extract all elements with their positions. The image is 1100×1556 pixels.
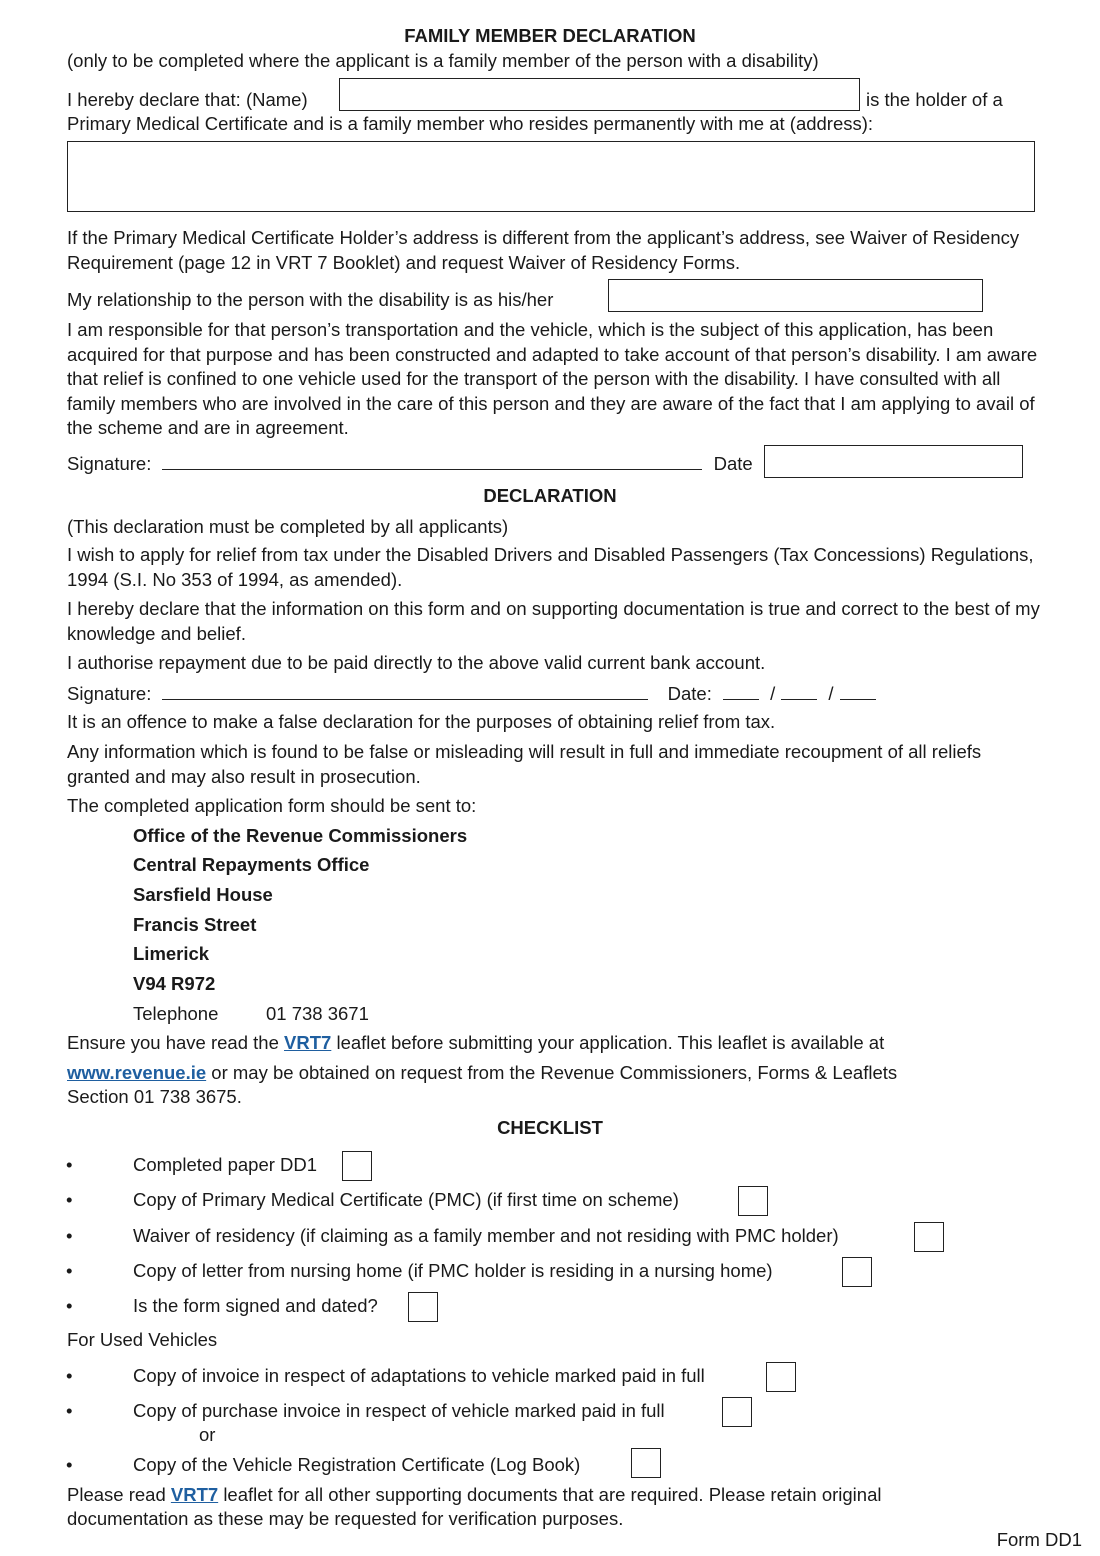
- ensure-line-3: Section 01 738 3675.: [67, 1086, 242, 1107]
- checklist-item: Copy of letter from nursing home (if PMC holder is residing in a nursing home): [133, 1260, 773, 1281]
- ensure-line-1: [67, 1032, 884, 1054]
- relationship-label: My relationship to the person with the disability is as his/her: [67, 289, 554, 310]
- date-day-field[interactable]: [723, 682, 759, 700]
- checklist-item: Waiver of residency (if claiming as a family member and not residing with PMC holder): [133, 1225, 839, 1246]
- used-vehicles-label: For Used Vehicles: [67, 1329, 218, 1350]
- bullet: •: [66, 1365, 73, 1386]
- declare-name-label: I hereby declare that: (Name): [67, 89, 308, 110]
- or-text: or: [199, 1424, 216, 1445]
- address-line: Sarsfield House: [133, 884, 273, 905]
- address-field[interactable]: [67, 141, 1035, 212]
- ensure-line-2: [67, 1062, 897, 1084]
- family-declaration-subtitle: (only to be completed where the applicant is a family member of the person with a disability): [67, 50, 819, 71]
- ensure-text: Ensure you have read the: [67, 1032, 279, 1053]
- family-member-name-field[interactable]: [339, 78, 860, 111]
- checklist-item: Copy of Primary Medical Certificate (PMC) (if first time on scheme): [133, 1189, 679, 1210]
- checklist-item: Is the form signed and dated?: [133, 1295, 378, 1316]
- holder-text: is the holder of a: [866, 89, 1003, 110]
- address-line: V94 R972: [133, 973, 216, 994]
- checklist-title: CHECKLIST: [497, 1117, 603, 1138]
- offence-text: It is an offence to make a false declaration for the purposes of obtaining relief from tax.: [67, 711, 776, 732]
- checklist-item: Completed paper DD1: [133, 1154, 318, 1175]
- declaration-apply-text: I wish to apply for relief from tax under the Disabled Drivers and Disabled Passengers (Tax Concessions) Regulations, 1994 (S.I. No 353 of 1994, as amended).: [67, 544, 1034, 590]
- used-checklist-checkbox[interactable]: [631, 1448, 661, 1478]
- declaration-date-label: Date:: [667, 683, 712, 704]
- bullet: •: [66, 1295, 73, 1316]
- used-checklist-item: Copy of purchase invoice in respect of vehicle marked paid in full: [133, 1400, 665, 1421]
- bullet: •: [66, 1154, 73, 1175]
- declaration-authorise: I authorise repayment due to be paid directly to the above valid current bank account.: [67, 652, 766, 673]
- used-checklist-item: Copy of the Vehicle Registration Certificate (Log Book): [133, 1454, 581, 1475]
- vrt7-link[interactable]: VRT7: [284, 1032, 332, 1053]
- checklist-checkbox[interactable]: [408, 1292, 438, 1322]
- ensure-text: leaflet before submitting your application. This leaflet is available at: [336, 1032, 885, 1053]
- family-signature-row: [67, 452, 753, 475]
- declaration-signature-row: [67, 682, 876, 705]
- false-info-text: Any information which is found to be false or misleading will result in full and immediate recoupment of all reliefs granted and may also result in prosecution.: [67, 741, 982, 787]
- used-checklist-checkbox[interactable]: [766, 1362, 796, 1392]
- declaration-signature-line[interactable]: [162, 682, 648, 700]
- bullet: •: [66, 1260, 73, 1281]
- date-month-field[interactable]: [781, 682, 817, 700]
- family-date-field[interactable]: [764, 445, 1023, 478]
- bullet: •: [66, 1400, 73, 1421]
- checklist-checkbox[interactable]: [842, 1257, 872, 1287]
- telephone-label: Telephone: [133, 1003, 219, 1024]
- bullet: •: [66, 1225, 73, 1246]
- address-line: Office of the Revenue Commissioners: [133, 825, 468, 846]
- address-note: If the Primary Medical Certificate Holder’s address is different from the applicant’s address, see Waiver of Residency Requirement (page 12 in VRT 7 Booklet) and request Waiver of Residency Forms.: [67, 227, 1020, 273]
- responsibility-text: I am responsible for that person’s transportation and the vehicle, which is the subject of this application, has been acquired for that purpose and has been constructed and adapted to take account of that person’s disability. I am aware that relief is confined to one vehicle used for the transport of the person with the disability. I have consulted with all family members who are involved in the care of this person and they are aware of the fact that I am applying to avail of the scheme and are in agreement.: [67, 319, 1038, 438]
- relationship-field[interactable]: [608, 279, 983, 312]
- footer-line-1: [67, 1484, 881, 1506]
- used-checklist-checkbox[interactable]: [722, 1397, 752, 1427]
- vrt7-link[interactable]: VRT7: [170, 1484, 219, 1505]
- ensure-text: or may be obtained on request from the Revenue Commissioners, Forms & Leaflets: [211, 1062, 898, 1083]
- used-checklist-item: Copy of invoice in respect of adaptations to vehicle marked paid in full: [133, 1365, 705, 1386]
- footer-line-2: documentation as these may be requested for verification purposes.: [67, 1508, 624, 1529]
- declaration-note: (This declaration must be completed by all applicants): [67, 516, 509, 537]
- family-date-label: Date: [713, 453, 753, 474]
- checklist-checkbox[interactable]: [914, 1222, 944, 1252]
- date-separator: /: [828, 683, 834, 704]
- bullet: •: [66, 1454, 73, 1475]
- family-signature-line[interactable]: [162, 452, 702, 470]
- telephone-number: 01 738 3671: [266, 1003, 369, 1024]
- address-line: Central Repayments Office: [133, 854, 370, 875]
- bullet: •: [66, 1189, 73, 1210]
- declaration-signature-label: Signature:: [67, 683, 152, 704]
- pmc-line: Primary Medical Certificate and is a family member who resides permanently with me at (address):: [67, 113, 874, 134]
- date-year-field[interactable]: [840, 682, 876, 700]
- family-declaration-title: FAMILY MEMBER DECLARATION: [404, 25, 696, 46]
- declaration-true-correct: I hereby declare that the information on this form and on supporting documentation is true and correct to the best of my knowledge and belief.: [67, 598, 1040, 644]
- family-signature-label: Signature:: [67, 453, 152, 474]
- date-separator: /: [770, 683, 776, 704]
- declaration-title: DECLARATION: [483, 485, 617, 506]
- checklist-checkbox[interactable]: [738, 1186, 768, 1216]
- address-line: Francis Street: [133, 914, 257, 935]
- form-id: Form DD1: [996, 1529, 1082, 1550]
- send-to-text: The completed application form should be sent to:: [67, 795, 477, 816]
- revenue-website-link[interactable]: www.revenue.ie: [67, 1062, 207, 1083]
- footer-text: leaflet for all other supporting documents that are required. Please retain original: [223, 1484, 882, 1505]
- checklist-checkbox[interactable]: [342, 1151, 372, 1181]
- address-line: Limerick: [133, 943, 210, 964]
- footer-text: Please read: [67, 1484, 166, 1505]
